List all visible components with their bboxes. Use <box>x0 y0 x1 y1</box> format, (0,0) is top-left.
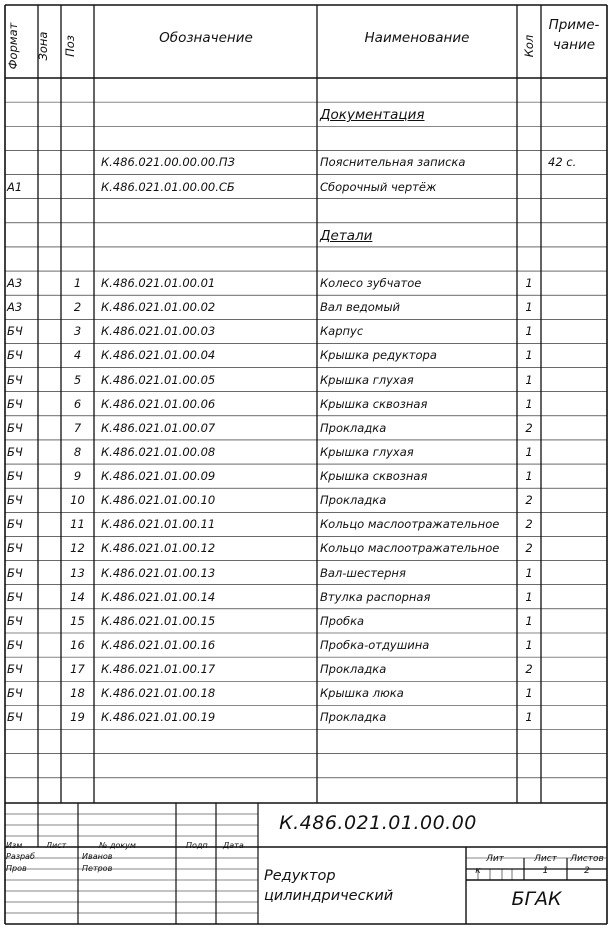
row-position: 15 <box>70 613 85 628</box>
row-name: Карпус <box>320 324 364 339</box>
row-position: 7 <box>73 420 82 435</box>
title-block-sheets-value: 2 <box>584 866 590 876</box>
row-quantity: 1 <box>525 396 533 411</box>
row-name: Прокладка <box>320 710 387 725</box>
row-quantity: 2 <box>525 541 533 556</box>
row-format: БЧ <box>7 420 23 435</box>
row-format: БЧ <box>7 348 23 363</box>
row-name: Пояснительная записка <box>320 155 466 170</box>
row-designation: К.486.021.01.00.15 <box>101 613 216 628</box>
row-position: 8 <box>73 444 82 459</box>
title-block-lit-value: к <box>475 866 481 876</box>
section-heading: Детали <box>320 227 373 244</box>
row-format: БЧ <box>7 686 23 701</box>
row-designation: К.486.021.01.00.19 <box>101 710 216 725</box>
row-designation: К.486.021.01.00.10 <box>101 493 216 508</box>
row-designation: К.486.021.01.00.03 <box>101 324 216 339</box>
header-designation: Обозначение <box>159 30 253 46</box>
row-designation: К.486.021.01.00.04 <box>101 348 216 363</box>
row-quantity: 1 <box>525 372 533 387</box>
row-quantity: 1 <box>525 613 533 628</box>
header-format: Формат <box>6 22 20 70</box>
row-format: БЧ <box>7 662 23 677</box>
row-designation: К.486.021.01.00.12 <box>101 541 216 556</box>
row-position: 10 <box>70 493 85 508</box>
title-block-document-code: К.486.021.01.00.00 <box>279 812 477 834</box>
row-note: 42 с. <box>548 155 577 170</box>
row-position: 5 <box>73 372 82 387</box>
row-quantity: 1 <box>525 565 533 580</box>
row-format: БЧ <box>7 710 23 725</box>
row-designation: К.486.021.01.00.16 <box>101 637 216 652</box>
title-block-col-doc: № докум <box>99 841 136 850</box>
row-designation: К.486.021.01.00.18 <box>101 686 216 701</box>
row-position: 17 <box>70 662 85 677</box>
row-format: А3 <box>7 300 23 315</box>
row-format: БЧ <box>7 589 23 604</box>
row-position: 11 <box>70 517 85 532</box>
row-name: Кольцо маслоотражательное <box>320 517 500 532</box>
header-name: Наименование <box>364 30 470 46</box>
header-zone: Зона <box>36 31 50 61</box>
row-designation: К.486.021.01.00.05 <box>101 372 216 387</box>
row-format: БЧ <box>7 469 23 484</box>
row-quantity: 2 <box>525 662 533 677</box>
row-name: Крышка редуктора <box>320 348 437 363</box>
section-heading: Документация <box>320 107 425 124</box>
title-block-col-izm: Изм <box>6 841 23 850</box>
title-block-product-name-line1: Редуктор <box>264 868 336 884</box>
row-quantity: 2 <box>525 493 533 508</box>
row-format: БЧ <box>7 444 23 459</box>
row-name: Прокладка <box>320 420 387 435</box>
row-format: БЧ <box>7 517 23 532</box>
row-format: БЧ <box>7 372 23 387</box>
row-designation: К.486.021.01.00.13 <box>101 565 216 580</box>
title-block-product-name-line2: цилиндрический <box>264 888 394 904</box>
title-block-sheets-label: Листов <box>570 854 604 864</box>
row-position: 1 <box>73 276 82 291</box>
title-block-person-checker: Петров <box>82 864 113 873</box>
row-position: 18 <box>70 686 85 701</box>
row-name: Пробка <box>320 613 365 628</box>
title-block-role-checker: Пров <box>6 864 27 873</box>
row-quantity: 1 <box>525 637 533 652</box>
row-quantity: 1 <box>525 710 533 725</box>
header-quantity: Кол <box>522 34 536 58</box>
row-name: Прокладка <box>320 493 387 508</box>
row-quantity: 1 <box>525 276 533 291</box>
row-position: 9 <box>73 469 82 484</box>
title-block-sheet-label: Лист <box>534 854 557 864</box>
title-block-col-date: Дата <box>223 841 244 850</box>
row-designation: К.486.021.01.00.02 <box>101 300 216 315</box>
title-block-col-sign: Подп <box>186 841 208 850</box>
row-name: Сборочный чертёж <box>320 179 437 194</box>
row-format: БЧ <box>7 613 23 628</box>
row-format: БЧ <box>7 541 23 556</box>
row-position: 13 <box>70 565 85 580</box>
row-position: 6 <box>73 396 82 411</box>
row-format: А3 <box>7 276 23 291</box>
row-designation: К.486.021.01.00.07 <box>101 420 216 435</box>
row-name: Втулка распорная <box>320 589 431 604</box>
row-quantity: 1 <box>525 348 533 363</box>
row-name: Крышка люка <box>320 686 404 701</box>
row-designation: К.486.021.00.00.00.ПЗ <box>101 155 235 170</box>
row-name: Вал ведомый <box>320 300 401 315</box>
row-name: Кольцо маслоотражательное <box>320 541 500 556</box>
row-designation: К.486.021.01.00.17 <box>101 662 216 677</box>
row-position: 16 <box>70 637 85 652</box>
row-format: БЧ <box>7 637 23 652</box>
header-note-line1: Приме- <box>548 17 600 33</box>
row-position: 2 <box>73 300 82 315</box>
row-name: Крышка глухая <box>320 372 414 387</box>
row-quantity: 1 <box>525 589 533 604</box>
header-position: Поз <box>63 35 77 57</box>
row-name: Крышка сквозная <box>320 396 428 411</box>
row-designation: К.486.021.01.00.11 <box>101 517 216 532</box>
row-quantity: 1 <box>525 686 533 701</box>
title-block-lit-label: Лит <box>486 854 504 864</box>
row-position: 19 <box>70 710 85 725</box>
row-format: БЧ <box>7 324 23 339</box>
row-designation: К.486.021.01.00.08 <box>101 444 216 459</box>
title-block-role-developer: Разраб <box>6 852 35 861</box>
row-quantity: 1 <box>525 444 533 459</box>
title-block-sheet-value: 1 <box>542 866 549 876</box>
header-note-line2: чание <box>552 37 596 53</box>
row-position: 3 <box>73 324 82 339</box>
row-name: Крышка глухая <box>320 444 414 459</box>
row-quantity: 2 <box>525 517 533 532</box>
row-name: Прокладка <box>320 662 387 677</box>
row-quantity: 2 <box>525 420 533 435</box>
title-block-col-list: Лист <box>46 841 67 850</box>
row-format: БЧ <box>7 493 23 508</box>
row-position: 12 <box>70 541 85 556</box>
row-designation: К.486.021.01.00.09 <box>101 469 216 484</box>
row-format: А1 <box>7 179 23 194</box>
row-name: Вал-шестерня <box>320 565 406 580</box>
title-block-organization: БГАК <box>511 888 562 910</box>
row-name: Пробка-отдушина <box>320 637 430 652</box>
row-format: БЧ <box>7 396 23 411</box>
row-position: 14 <box>70 589 85 604</box>
row-name: Крышка сквозная <box>320 469 428 484</box>
row-quantity: 1 <box>525 324 533 339</box>
row-position: 4 <box>73 348 82 363</box>
row-quantity: 1 <box>525 300 533 315</box>
row-designation: К.486.021.01.00.14 <box>101 589 216 604</box>
row-format: БЧ <box>7 565 23 580</box>
row-designation: К.486.021.01.00.01 <box>101 276 216 291</box>
row-designation: К.486.021.01.00.00.СБ <box>101 179 235 194</box>
row-quantity: 1 <box>525 469 533 484</box>
row-name: Колесо зубчатое <box>320 276 422 291</box>
title-block-person-developer: Иванов <box>82 852 113 861</box>
row-designation: К.486.021.01.00.06 <box>101 396 216 411</box>
